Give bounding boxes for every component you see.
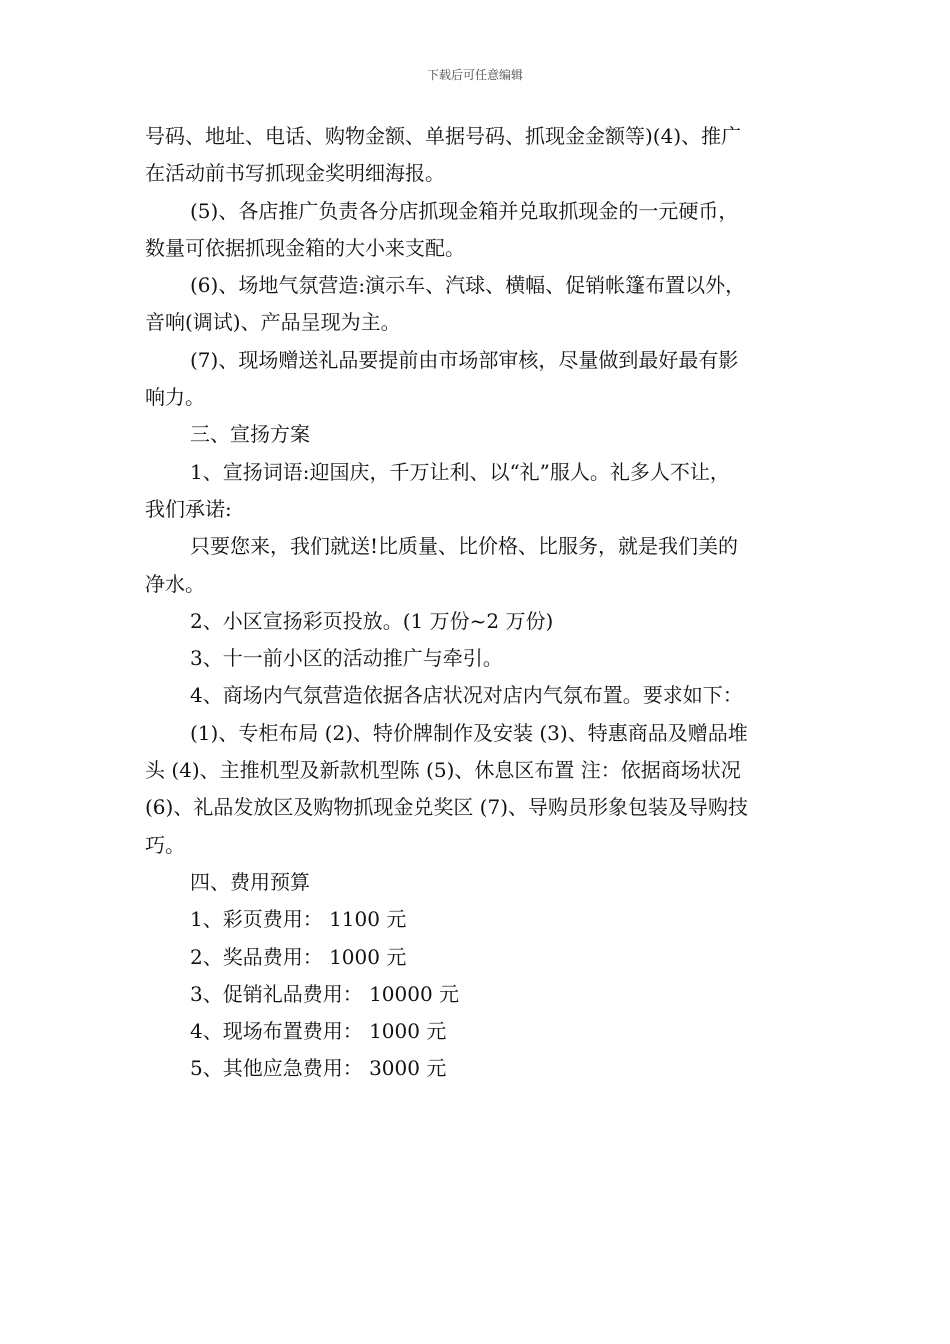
text-line: 4、商场内气氛营造依据各店状况对店内气氛布置。要求如下： (190, 683, 743, 708)
text-line: 在活动前书写抓现金奖明细海报。 (145, 161, 445, 186)
budget-item: 5、其他应急费用： 3000 元 (190, 1056, 447, 1081)
section-heading: 四、费用预算 (190, 869, 310, 894)
text-line: 头 (4)、主推机型及新款机型陈 (5)、休息区布置 注：依据商场状况 (145, 758, 741, 783)
text-line: 巧。 (145, 832, 185, 857)
budget-item: 3、促销礼品费用： 10000 元 (190, 981, 460, 1006)
text-line: 2、小区宣扬彩页投放。(1 万份~2 万份) (190, 608, 554, 633)
text-line: 数量可依据抓现金箱的大小来支配。 (145, 235, 465, 260)
section-heading: 三、宣扬方案 (190, 422, 310, 447)
text-line: 3、十一前小区的活动推广与牵引。 (190, 646, 503, 671)
budget-item: 2、奖品费用： 1000 元 (190, 944, 407, 969)
budget-item: 1、彩页费用： 1100 元 (190, 907, 407, 932)
budget-item: 4、现场布置费用： 1000 元 (190, 1019, 447, 1044)
page-header: 下载后可任意编辑 (426, 68, 523, 82)
text-line: 1、宣扬词语:迎国庆，千万让利、以“礼”服人。礼多人不让， (190, 459, 730, 484)
text-line: 我们承诺: (145, 496, 232, 521)
text-line: (6)、场地气氛营造:演示车、汽球、横幅、促销帐篷布置以外， (190, 273, 746, 298)
text-line: (6)、礼品发放区及购物抓现金兑奖区 (7)、导购员形象包装及导购技 (145, 795, 749, 820)
text-line: 响力。 (145, 385, 205, 410)
text-line: (5)、各店推广负责各分店抓现金箱并兑取抓现金的一元硬币， (190, 198, 739, 223)
text-line: 音响(调试)、产品呈现为主。 (145, 310, 401, 335)
document-body (145, 118, 820, 1088)
text-line: (7)、现场赠送礼品要提前由市场部审核，尽量做到最好最有影 (190, 347, 739, 372)
text-line: 净水。 (145, 571, 205, 596)
text-line: 只要您来，我们就送!比质量、比价格、比服务，就是我们美的 (190, 534, 739, 559)
text-line: (1)、专柜布局 (2)、特价牌制作及安装 (3)、特惠商品及赠品堆 (190, 720, 748, 745)
text-line: 号码、地址、电话、购物金额、单据号码、抓现金金额等)(4)、推广 (145, 124, 742, 148)
